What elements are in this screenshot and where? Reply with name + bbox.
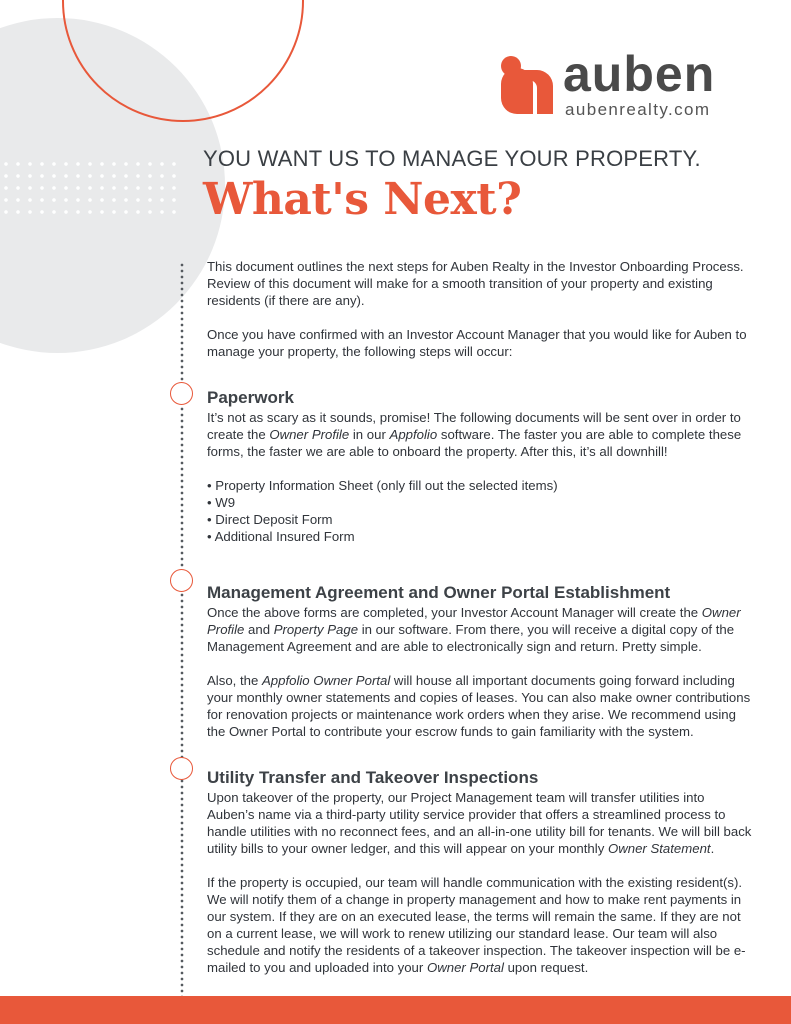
brand-logo [497,46,747,122]
timeline-dotted-line [180,262,184,1024]
section-title: Utility Transfer and Takeover Inspections [207,768,539,787]
section-paragraph: Also, the Appfolio Owner Portal will house all important documents going forward including your monthly owner statements and copies of leases. You can also make owner contributions for renovation projects or maintenance work orders when they arise. We recommend using the Owner Portal to contribute your escrow funds to gain familiarity with the system. [207,673,751,739]
list-item: • Property Information Sheet (only fill out the selected items) [207,477,752,494]
section-title: Paperwork [207,388,294,407]
timeline-marker-management [170,569,193,592]
page-kicker: YOU WANT US TO MANAGE YOUR PROPERTY. [203,146,701,171]
timeline-marker-utility [170,757,193,780]
section-paragraph: If the property is occupied, our team will handle communication with the existing resident(s). We will notify them of a change in property management and how to make rent payments in our system. If they are on an executed lease, the terms will remain the same. If they are not on a current lease, we will work to renew utilizing our standard lease. Our team will also schedule and notify the residents of a takeover inspection. The takeover inspection will be e-mailed to you and uploaded into your Owner Portal upon request. [207,875,746,975]
document-list [207,477,752,545]
brand-url: aubenrealty.com [565,100,711,119]
list-item: • W9 [207,494,752,511]
section-paragraph: Upon takeover of the property, our Project Management team will transfer utilities into Auben’s name via a third-party utility service provider that offers a streamlined process to handle utilities with no reconnect fees, and an all-in-one utility bill for tenants. We will bill back utility bills to your owner ledger, and this will appear on your monthly Owner Statement. [207,790,752,856]
list-item: • Direct Deposit Form [207,511,752,528]
intro-paragraph: Once you have confirmed with an Investor Account Manager that you would like for Auben to manage your property, the following steps will occur: [207,327,747,359]
section-paragraph: It’s not as scary as it sounds, promise! The following documents will be sent over in order to create the Owner Profile in our Appfolio software. The faster you are able to complete these forms, the faster we are able to onboard the property. After this, it’s all downhill! [207,410,742,459]
page-title: What's Next? [203,174,522,225]
section-paragraph: Once the above forms are completed, your Investor Account Manager will create the Owner Profile and Property Page in our software. From there, you will receive a digital copy of the Management Agreement and are able to electronically sign and return. Pretty simple. [207,605,741,654]
timeline-marker-paperwork [170,382,193,405]
list-item: • Additional Insured Form [207,528,752,545]
intro-paragraph: This document outlines the next steps for Auben Realty in the Investor Onboarding Process. Review of this document will make for a smooth transition of your property and existing residents (if there are any). [207,259,744,308]
footer-accent-bar [0,996,791,1024]
dot-pattern [0,158,180,218]
document-body [207,258,752,976]
auben-logo-mark-icon [497,54,557,116]
brand-name: auben [563,46,716,102]
section-title: Management Agreement and Owner Portal Establishment [207,583,671,602]
